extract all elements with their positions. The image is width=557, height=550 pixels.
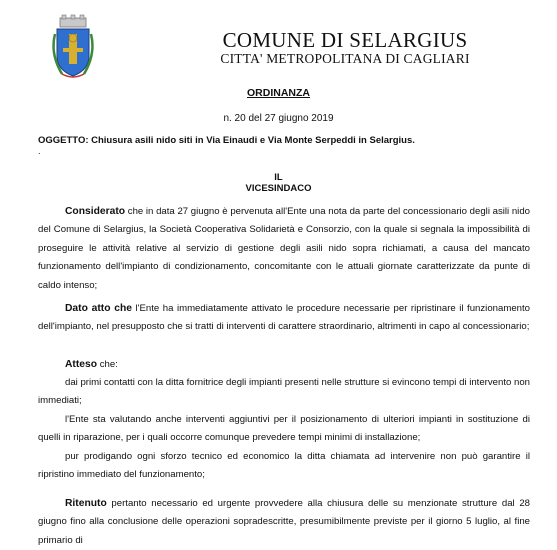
paragraph-text: che in data 27 giugno è pervenuta all'Ente una nota da parte del concessionario degli asili nido del Comune di Selargius, la Società Cooperativa Solidarietà e Consorzio, con la quale si segnala la impossibilità di proseguire le attività relative al servizio di gestione degli asili nido sopra richiamati, a causa del mancato funzionamento dell'impianto di condizionamento, concomitante con le attuali giornate caratterizzate da punte di caldo intenso; [38,206,530,291]
document-type: ORDINANZA [247,87,310,99]
paragraph-atteso [38,356,530,374]
municipality-title: COMUNE DI SELARGIUS [222,28,468,52]
coat-of-arms-icon [50,14,96,82]
document-subject: OGGETTO: Chiusura asili nido siti in Via Einaudi e Via Monte Serpeddi in Selargius. [38,135,415,146]
paragraph-ritenuto [38,495,530,550]
paragraph-lead: Atteso [65,359,98,370]
document-number: n. 20 del 27 giugno 2019 [223,113,334,124]
authority-article: IL [274,172,283,183]
paragraph-text: l'Ente ha immediatamente attivato le procedure necessarie per ripristinare il funzionamento dell'impianto, nel presupposto che si tratti di interventi di carattere straordinario, altrimenti in capo al concessionario; [38,303,530,333]
list-item: pur prodigando ogni sforzo tecnico ed economico la ditta chiamata ad intervenire non può garantire il ripristino immediato del funzionamento; [38,451,530,481]
paragraph-text: pertanto necessario ed urgente provvedere alla chiusura delle su menzionate strutture dal 28 giugno fino alla conclusione delle operazioni sopradescritte, presumibilmente previste per il giorno 5 luglio, al fine primario di [38,498,530,546]
paragraph-text: che: [97,359,118,370]
paragraph-lead: Considerato [65,206,126,217]
paragraph-lead: Ritenuto [65,498,107,509]
paragraph-lead: Dato atto che [65,303,132,314]
paragraph-dato-atto [38,300,530,337]
municipality-subtitle: CITTA' METROPOLITANA DI CAGLIARI [220,51,470,66]
list-item: dai primi contatti con la ditta fornitrice degli impianti presenti nelle strutture si evincono tempi di intervento non immediati; [38,377,531,407]
list-item: l'Ente sta valutando anche interventi aggiuntivi per il posizionamento di ulteriori impianti in sostituzione di quelli in riparazione, per i quali occorre comunque prevedere tempi minimi di installazione; [38,414,530,444]
paragraph-considerato [38,203,530,295]
authority-title: VICESINDACO [245,183,312,194]
subject-dot: . [38,146,41,156]
